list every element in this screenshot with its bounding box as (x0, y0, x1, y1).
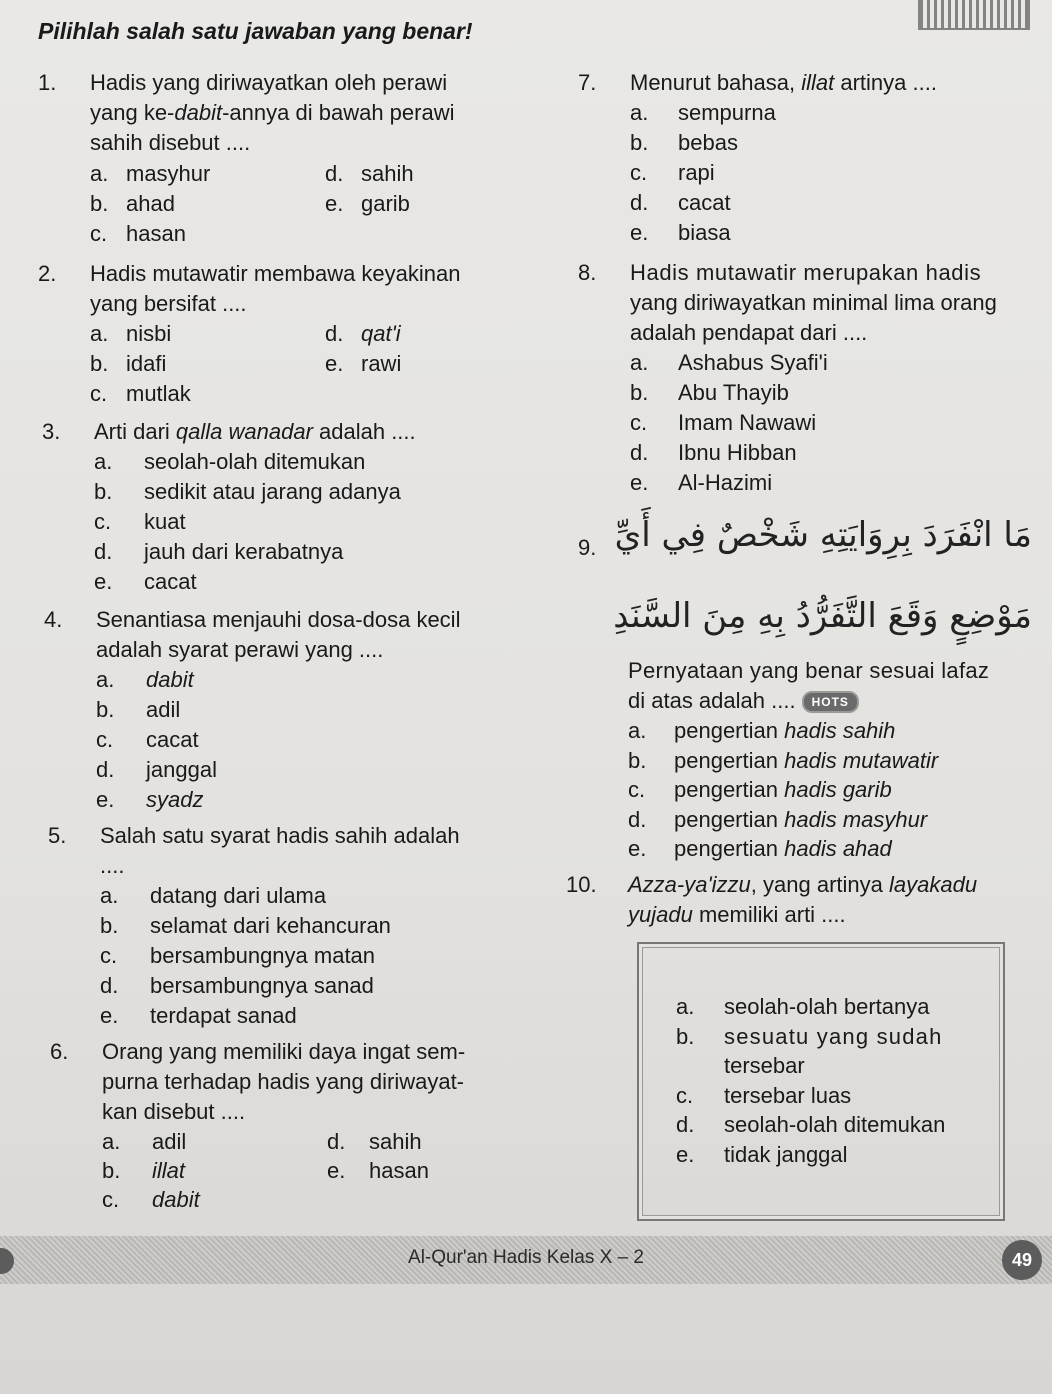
option-d[interactable]: d. seolah-olah ditemukan (676, 1112, 946, 1137)
option-e[interactable]: e. rawi (325, 351, 402, 376)
option-d[interactable]: d. sahih (325, 161, 414, 186)
question-text: Menurut bahasa, illat artinya .... (630, 70, 937, 95)
question-text: Hadis yang diriwayatkan oleh perawi (90, 70, 448, 95)
question-text: Arti dari qalla wanadar adalah .... (94, 419, 416, 444)
question-text: adalah syarat perawi yang .... (96, 637, 384, 662)
option-b[interactable]: b. sesuatu yang sudah (676, 1023, 943, 1049)
option-b[interactable]: b. sedikit atau jarang adanya (94, 479, 401, 504)
left-column (38, 68, 558, 1214)
question-9-body (628, 656, 1040, 864)
option-d[interactable]: d. jauh dari kerabatnya (94, 539, 344, 564)
question-text: yang bersifat .... (90, 291, 247, 316)
question-text: yang ke-dabit-annya di bawah perawi (90, 100, 455, 125)
question-number: 7. (578, 70, 597, 95)
option-b[interactable]: b. adil (96, 697, 181, 722)
question-7 (578, 68, 1040, 248)
option-b[interactable]: b. selamat dari kehancuran (100, 913, 391, 938)
question-text: di atas adalah .... HOTS (628, 686, 1040, 716)
arabic-text-line-2: مَوْضِعٍ وَقَعَ التَّفَرُّدُ بِهِ مِنَ السَّنَدِ (613, 596, 1032, 636)
right-column (578, 68, 1040, 498)
question-3 (38, 417, 558, 597)
arabic-text-line-1: مَا انْفَرَدَ بِرِوَايَتِهِ شَخْصٌ فِي أَيِّ (614, 515, 1032, 555)
question-number: 4. (44, 607, 63, 632)
option-b[interactable]: b. Abu Thayib (630, 380, 789, 405)
option-a[interactable]: a. pengertian hadis sahih (628, 718, 896, 743)
question-text: Hadis mutawatir merupakan hadis (630, 260, 982, 285)
option-d[interactable]: d. sahih (327, 1129, 422, 1154)
option-d[interactable]: d. Ibnu Hibban (630, 440, 797, 465)
option-c[interactable]: c. kuat (94, 509, 186, 534)
option-c[interactable]: c. pengertian hadis garib (628, 777, 892, 802)
question-10 (566, 870, 1040, 930)
question-text: Salah satu syarat hadis sahih adalah (100, 823, 460, 848)
question-number: 2. (38, 261, 57, 286)
question-8 (578, 258, 1040, 498)
option-e[interactable]: e. Al-Hazimi (630, 470, 773, 495)
question-text: purna terhadap hadis yang diriwayat- (102, 1069, 465, 1094)
option-d[interactable]: d. pengertian hadis masyhur (628, 806, 928, 832)
option-c[interactable]: c. cacat (96, 727, 199, 752)
question-2 (38, 259, 558, 409)
option-e[interactable]: e. terdapat sanad (100, 1003, 297, 1028)
hots-badge: HOTS (802, 691, 859, 713)
option-e[interactable]: e. hasan (327, 1158, 429, 1183)
option-c[interactable]: c. bersambungnya matan (100, 943, 376, 968)
option-a[interactable]: a. seolah-olah ditemukan (94, 449, 366, 474)
option-e[interactable]: e. tidak janggal (676, 1141, 848, 1167)
question-number: 6. (50, 1039, 69, 1064)
question-number: 5. (48, 823, 67, 848)
question-text: yang diriwayatkan minimal lima orang (630, 290, 997, 315)
question-text: sahih disebut .... (90, 130, 251, 155)
question-text: Senantiasa menjauhi dosa-dosa kecil (96, 607, 461, 632)
question-text: adalah pendapat dari .... (630, 320, 868, 345)
option-a[interactable]: a. dabit (96, 667, 194, 692)
question-text: Azza-ya'izzu, yang artinya layakadu (628, 872, 978, 897)
question-number: 1. (38, 70, 57, 95)
option-d[interactable]: d. cacat (630, 190, 731, 215)
option-a[interactable]: a. sempurna (630, 100, 776, 125)
footer-title: Al-Qur'an Hadis Kelas X – 2 (408, 1247, 644, 1268)
question-number: 9. (578, 535, 597, 560)
corner-pattern (918, 0, 1030, 30)
option-c[interactable]: c. tersebar luas (676, 1082, 852, 1108)
option-a[interactable]: a. seolah-olah bertanya (676, 994, 930, 1019)
option-b[interactable]: b. bebas (630, 130, 738, 155)
option-c[interactable]: c. dabit (102, 1187, 200, 1212)
question-1 (38, 68, 558, 249)
question-text: Pernyataan yang benar sesuai lafaz (628, 658, 990, 683)
question-number: 8. (578, 260, 597, 285)
option-e[interactable]: e. cacat (94, 569, 197, 594)
option-e[interactable]: e. syadz (96, 787, 204, 812)
option-e[interactable]: e. pengertian hadis ahad (628, 836, 892, 861)
question-text: .... (100, 853, 125, 878)
question-text: yujadu memiliki arti .... (628, 902, 846, 927)
option-c[interactable]: c. Imam Nawawi (630, 410, 817, 435)
option-a[interactable]: a. datang dari ulama (100, 883, 327, 908)
option-c[interactable]: c. hasan (90, 221, 186, 246)
option-b[interactable]: b. illat (102, 1158, 186, 1183)
question-5 (38, 821, 558, 1031)
question-text: Orang yang memiliki daya ingat sem- (102, 1039, 466, 1064)
option-e[interactable]: e. garib (325, 191, 410, 216)
option-a[interactable]: a. nisbi (90, 321, 172, 346)
instruction-heading: Pilihlah salah satu jawaban yang benar! (38, 18, 473, 44)
option-b-continued: tersebar (724, 1053, 805, 1078)
page-number: 49 (1002, 1240, 1042, 1280)
question-text: kan disebut .... (102, 1099, 246, 1124)
question-number: 3. (42, 419, 61, 444)
option-a[interactable]: a. adil (102, 1129, 187, 1154)
question-6 (38, 1037, 558, 1214)
option-c[interactable]: c. mutlak (90, 381, 191, 406)
option-a[interactable]: a. Ashabus Syafi'i (630, 350, 828, 375)
option-c[interactable]: c. rapi (630, 160, 715, 185)
option-e[interactable]: e. biasa (630, 220, 731, 245)
option-d[interactable]: d. bersambungnya sanad (100, 973, 374, 998)
question-4 (38, 605, 558, 815)
question-number: 10. (566, 872, 597, 897)
question-text: Hadis mutawatir membawa keyakinan (90, 261, 461, 286)
option-b[interactable]: b. idafi (90, 351, 167, 376)
option-d[interactable]: d. qat'i (325, 321, 401, 346)
option-d[interactable]: d. janggal (96, 757, 217, 782)
option-b[interactable]: b. ahad (90, 191, 175, 216)
option-a[interactable]: a. masyhur (90, 161, 211, 186)
question-10-options (676, 992, 996, 1169)
option-b[interactable]: b. pengertian hadis mutawatir (628, 747, 939, 773)
